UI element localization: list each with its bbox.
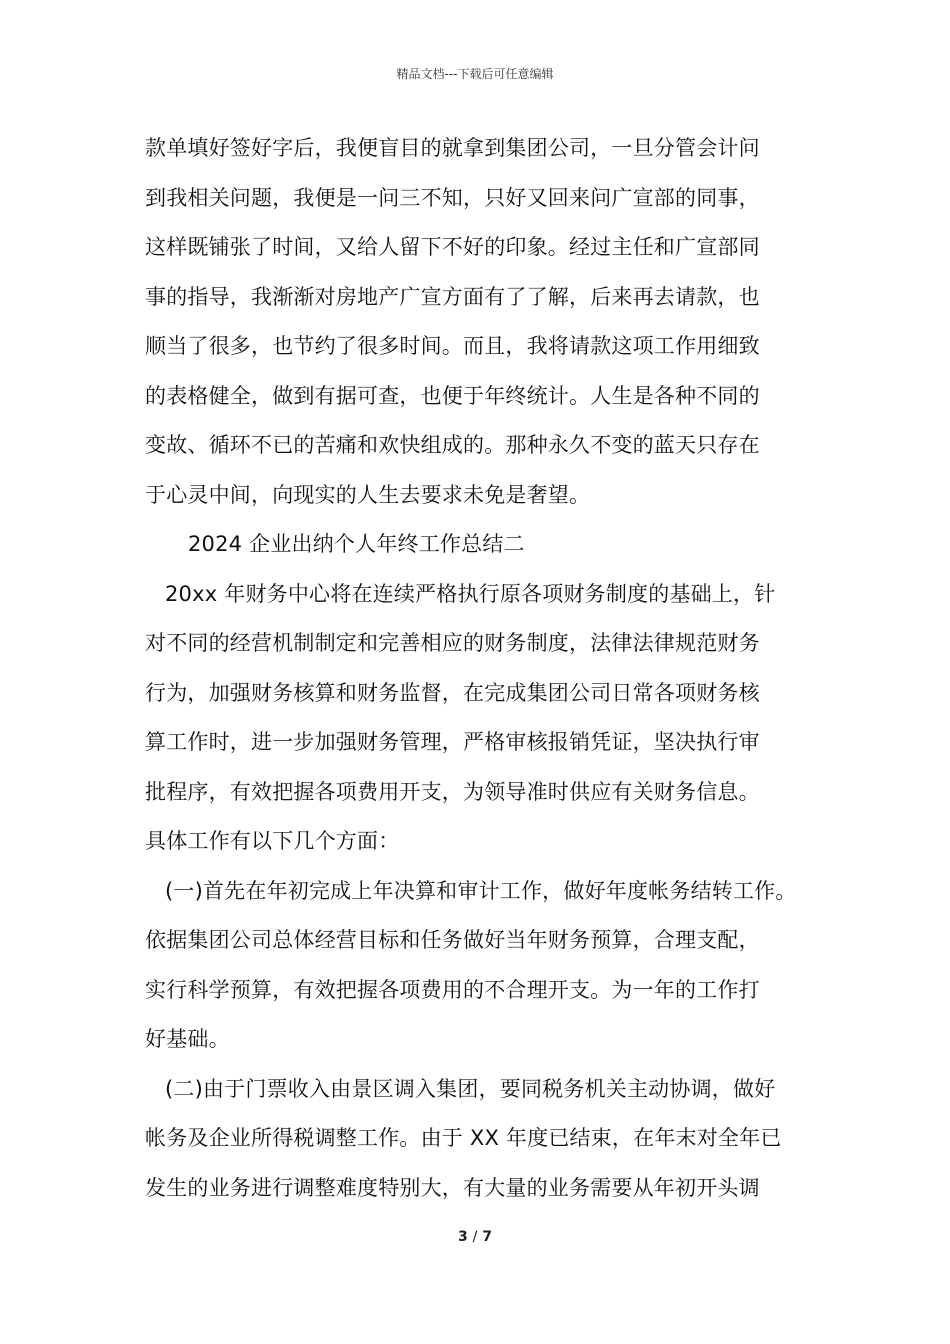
text-line: 这样既铺张了时间，又给人留下不好的印象。经过主任和广宣部同 [145, 235, 760, 259]
text-line: 批程序，有效把握各项费用开支，为领导准时供应有关财务信息。 [145, 779, 760, 804]
text-line: 到我相关问题，我便是一问三不知，只好又回来问广宣部的同事， [145, 185, 760, 210]
page-header [0, 66, 950, 82]
page-separator: / [472, 1229, 478, 1245]
page-current: 3 [458, 1229, 468, 1245]
text-line: 于心灵中间，向现实的人生去要求未免是奢望。 [145, 482, 591, 507]
text-line: 行为，加强财务核算和财务监督，在完成集团公司日常各项财务核 [145, 680, 760, 705]
page-number [0, 1228, 950, 1246]
text-line: 事的指导，我渐渐对房地产广宣方面有了了解，后来再去请款，也 [145, 284, 760, 309]
text-line: 款单填好签好字后，我便盲目的就拿到集团公司，一旦分管会计问 [145, 136, 760, 160]
text-line: 对不同的经营机制制定和完善相应的财务制度，法律法律规范财务 [145, 631, 760, 655]
text-line: 的表格健全，做到有据可查，也便于年终统计。人生是各种不同的 [145, 383, 760, 408]
text-line: 具体工作有以下几个方面： [145, 829, 400, 853]
text-line: 20xx 年财务中心将在连续严格执行原各项财务制度的基础上，针 [165, 581, 776, 606]
text-line: 变故、循环不已的苦痛和欢快组成的。那种永久不变的蓝天只存在 [145, 433, 760, 457]
header-text: 精品文档---下载后可任意编辑 [396, 67, 554, 81]
text-line: 发生的业务进行调整难度特别大，有大量的业务需要从年初开头调 [145, 1175, 760, 1200]
page-total: 7 [482, 1229, 492, 1245]
text-line: 帐务及企业所得税调整工作。由于 XX 年度已结束，在年末对全年已 [145, 1126, 782, 1150]
text-line: 算工作时，进一步加强财务管理，严格审核报销凭证，坚决执行审 [145, 730, 760, 754]
text-line: 实行科学预算，有效把握各项费用的不合理开支。为一年的工作打 [145, 977, 760, 1002]
text-line: 好基础。 [145, 1027, 230, 1051]
document-body [145, 124, 825, 1213]
text-line: (二)由于门票收入由景区调入集团，要同税务机关主动协调，做好 [165, 1076, 776, 1101]
text-line: 顺当了很多，也节约了很多时间。而且，我将请款这项工作用细致 [145, 334, 760, 358]
text-line: (一)首先在年初完成上年决算和审计工作，做好年度帐务结转工作。 [165, 878, 797, 903]
section-title: 2024 企业出纳个人年终工作总结二 [188, 532, 525, 556]
text-line: 依据集团公司总体经营目标和任务做好当年财务预算，合理支配， [145, 928, 760, 952]
